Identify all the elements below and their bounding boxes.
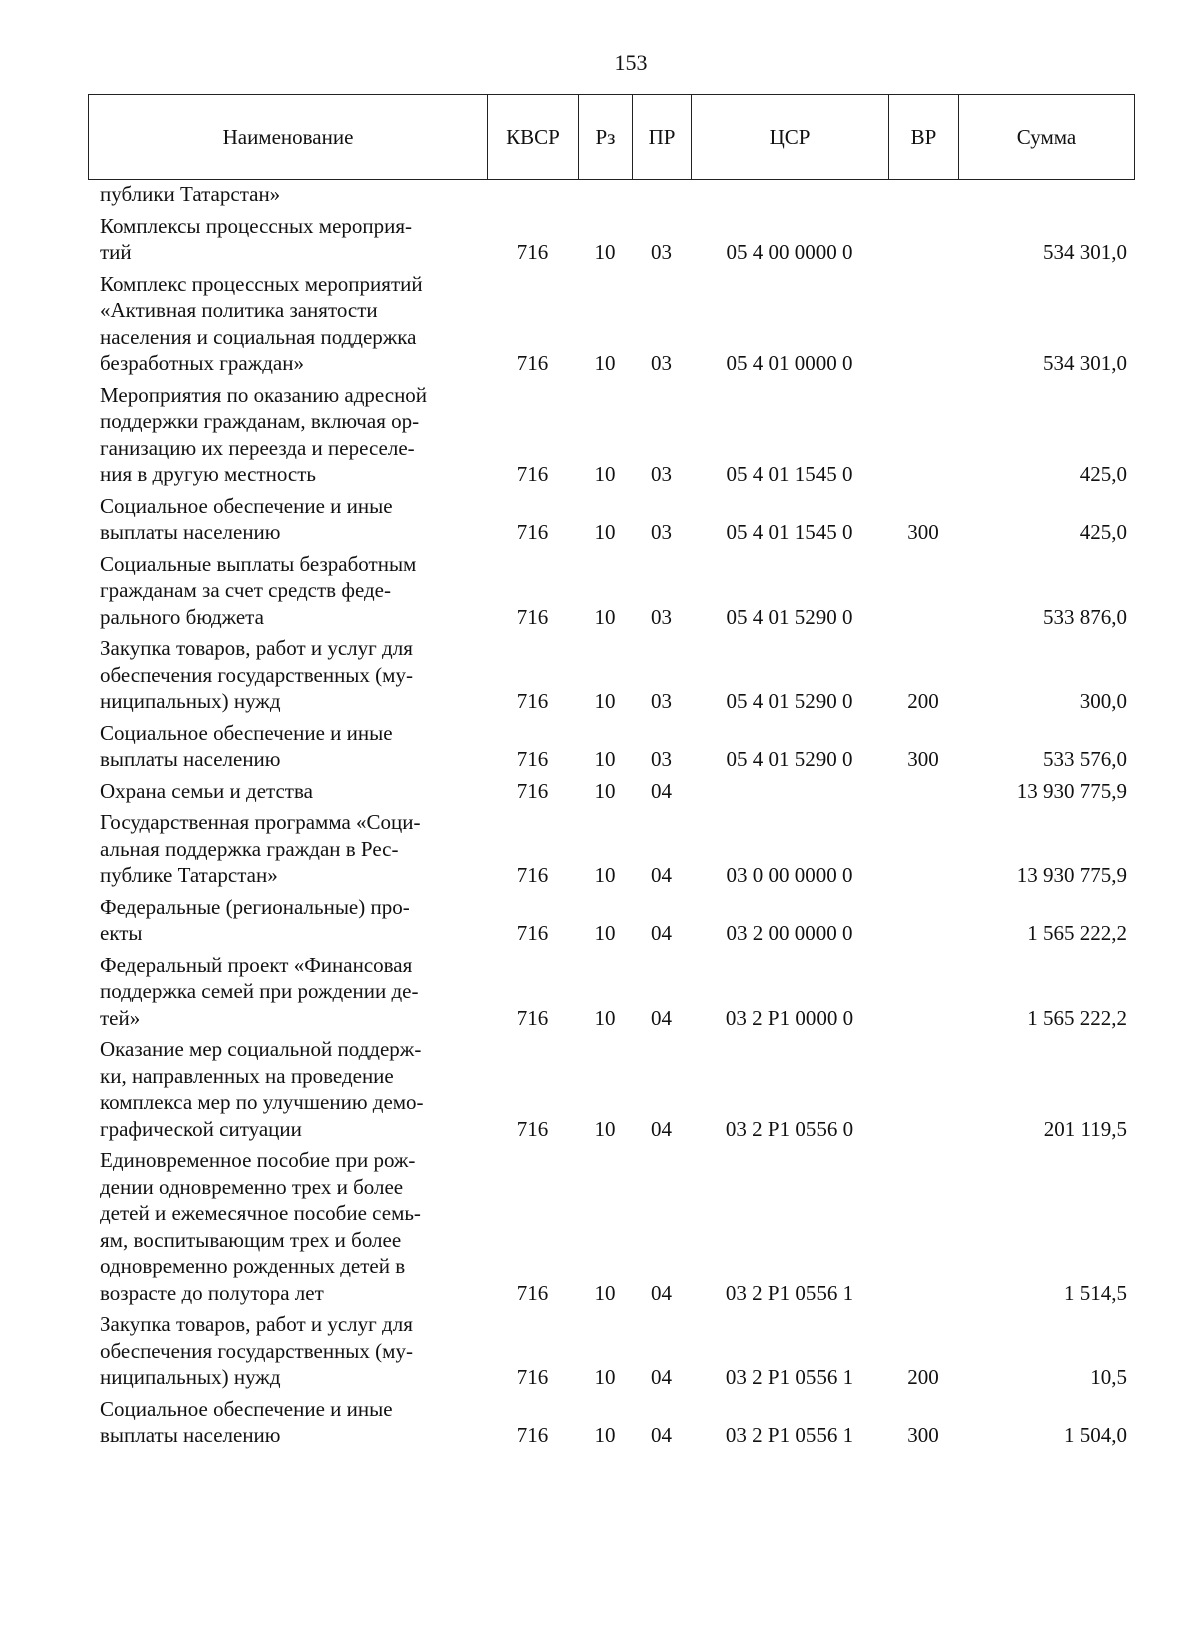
cell-rz: 10 [594,747,616,771]
cell-sum: 300,0 [1079,689,1127,713]
cell-name: Федеральный проект «Финансовая поддержка семей при рождении де- тей» [100,952,419,1030]
table-header [88,94,1135,180]
cell-sum: 13 930 775,9 [1016,863,1127,887]
cell-csr: 05 4 00 0000 0 [726,240,853,264]
cell-kvsr: 716 [516,778,549,803]
cell-vr: 200 [907,689,939,713]
cell-kvsr: 716 [516,462,549,486]
cell-sum: 534 301,0 [1043,351,1127,375]
cell-rz: 10 [594,1423,616,1447]
cell-kvsr: 716 [516,351,549,375]
cell-pr: 03 [651,747,672,771]
cell-csr: 03 2 00 0000 0 [726,921,853,945]
table-row [88,720,1135,773]
cell-kvsr: 716 [516,520,549,544]
cell-kvsr: 716 [516,1280,549,1305]
cell-csr: 05 4 01 1545 0 [726,520,853,544]
cell-rz: 10 [594,604,616,629]
cell-rz: 10 [594,520,616,544]
table-row [88,894,1135,947]
header-vr: ВР [889,95,959,179]
cell-name: Социальное обеспечение и иные выплаты населению [100,493,393,544]
cell-name: Охрана семьи и детства [100,778,313,803]
table-row [88,952,1135,1032]
cell-name: публики Татарстан» [100,182,281,206]
cell-rz: 10 [594,1280,616,1305]
cell-csr: 05 4 01 0000 0 [726,351,853,375]
header-sum: Сумма [1016,124,1077,149]
cell-rz: 10 [594,863,616,887]
cell-rz: 10 [594,921,616,945]
cell-pr: 03 [651,604,672,629]
table-row [88,493,1135,546]
cell-csr: 03 0 00 0000 0 [726,863,853,887]
cell-pr: 03 [651,689,672,713]
table-row [88,1396,1135,1449]
cell-pr: 04 [651,921,672,945]
cell-pr: 04 [651,1005,672,1030]
cell-csr: 03 2 P1 0556 1 [725,1365,854,1389]
cell-rz: 10 [594,778,616,803]
cell-sum: 425,0 [1079,520,1127,544]
cell-pr: 03 [651,240,672,264]
header-rz: Рз [579,95,633,179]
cell-csr: 03 2 P1 0556 0 [725,1116,854,1141]
cell-pr: 03 [651,462,672,486]
cell-sum: 10,5 [1090,1365,1127,1389]
cell-pr: 03 [651,520,672,544]
cell-name: Государственная программа «Соци- альная поддержка граждан в Рес- публике Татарстан» [100,810,421,887]
cell-sum: 201 119,5 [1043,1116,1127,1141]
cell-name: Социальное обеспечение и иные выплаты населению [100,720,393,771]
table-row [88,213,1135,266]
cell-name: Социальные выплаты безработным гражданам за счет средств феде- рального бюджета [100,551,417,629]
cell-rz: 10 [594,351,616,375]
cell-kvsr: 716 [516,1005,549,1030]
cell-name: Мероприятия по оказанию адресной поддержки гражданам, включая ор- ганизацию их переезда и переселе- ния в другую местность [100,382,428,486]
table-row [88,778,1135,805]
table-row [88,551,1135,631]
table-row [88,271,1135,377]
header-kvsr: КВСР [488,95,579,179]
cell-pr: 04 [651,778,672,803]
header-pr: ПР [633,95,692,179]
cell-csr: 03 2 P1 0556 1 [725,1280,854,1305]
cell-rz: 10 [594,462,616,486]
cell-kvsr: 716 [516,921,549,945]
cell-rz: 10 [594,1116,616,1141]
cell-csr: 05 4 01 5290 0 [726,604,853,629]
cell-name: Социальное обеспечение и иные выплаты населению [100,1396,393,1447]
cell-pr: 04 [651,1116,672,1141]
cell-rz: 10 [594,1005,616,1030]
cell-csr: 03 2 P1 0556 1 [725,1423,854,1447]
cell-pr: 04 [651,1423,672,1447]
table-row [88,1036,1135,1142]
page-number: 153 [614,50,648,75]
cell-kvsr: 716 [516,863,549,887]
table-row [88,382,1135,488]
cell-kvsr: 716 [516,1116,549,1141]
cell-name: Комплекс процессных мероприятий «Активная политика занятости населения и социальная поддержка безработных граждан» [100,271,423,375]
cell-name: Оказание мер социальной поддерж- ки, направленных на проведение комплекса мер по улучшению демо- графической ситуации [100,1037,424,1141]
cell-sum: 534 301,0 [1043,240,1127,264]
cell-vr: 200 [907,1365,939,1389]
cell-sum: 13 930 775,9 [1016,778,1127,803]
cell-sum: 1 514,5 [1064,1280,1127,1305]
cell-csr: 05 4 01 5290 0 [726,747,853,771]
cell-pr: 04 [651,1365,672,1389]
cell-sum: 533 576,0 [1043,747,1127,771]
table-row [88,1311,1135,1391]
cell-vr: 300 [907,1423,939,1447]
cell-rz: 10 [594,240,616,264]
cell-kvsr: 716 [516,240,549,264]
cell-name: Единовременное пособие при рож- дении одновременно трех и более детей и ежемесячное пособие семь- ям, воспитывающим трех и более одновременно рожденных детей в возрасте до полутора лет [100,1148,421,1305]
cell-name: Комплексы процессных мероприя- тий [100,213,413,264]
cell-sum: 1 504,0 [1064,1423,1127,1447]
cell-sum: 533 876,0 [1043,604,1127,629]
table-row [88,809,1135,889]
header-name: Наименование [89,95,488,179]
cell-sum: 1 565 222,2 [1027,921,1127,945]
cell-rz: 10 [594,689,616,713]
cell-kvsr: 716 [516,747,549,771]
table-row [88,635,1135,715]
cell-kvsr: 716 [516,1365,549,1389]
cell-sum: 1 565 222,2 [1027,1005,1127,1030]
table-row [88,1147,1135,1306]
cell-sum: 425,0 [1079,462,1127,486]
cell-pr: 03 [651,351,672,375]
cell-csr: 05 4 01 5290 0 [726,689,853,713]
cell-rz: 10 [594,1365,616,1389]
cell-pr: 04 [651,863,672,887]
cell-kvsr: 716 [516,604,549,629]
cell-vr: 300 [907,520,939,544]
cell-kvsr: 716 [516,1423,549,1447]
table-row [88,181,1135,208]
cell-vr: 300 [907,747,939,771]
cell-csr: 03 2 P1 0000 0 [725,1005,854,1030]
cell-name: Закупка товаров, работ и услуг для обеспечения государственных (му- ниципальных) нужд [100,1312,413,1389]
cell-pr: 04 [651,1280,672,1305]
cell-name: Закупка товаров, работ и услуг для обеспечения государственных (му- ниципальных) нужд [100,636,413,713]
cell-kvsr: 716 [516,689,549,713]
table-body [88,181,1135,1454]
cell-name: Федеральные (региональные) про- екты [100,894,410,945]
header-csr: ЦСР [692,95,889,179]
cell-csr: 05 4 01 1545 0 [726,462,853,486]
